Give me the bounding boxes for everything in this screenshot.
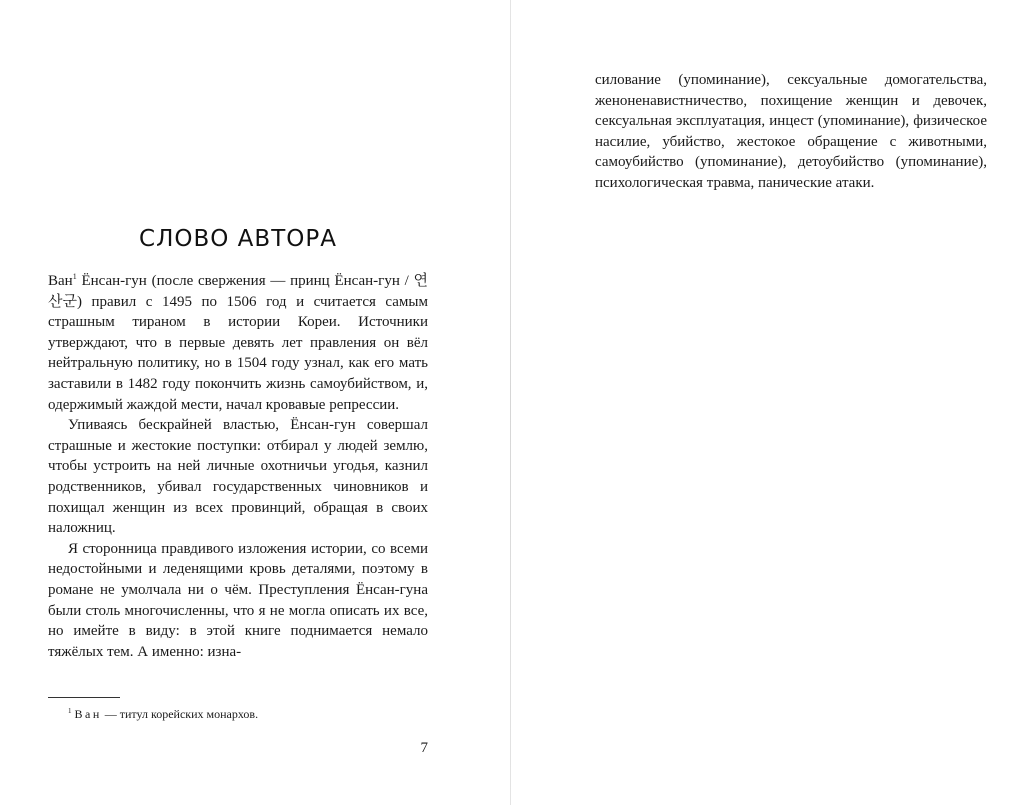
paragraph-3: Я сторонница правдивого изложения истории, со всеми недостойными и леденящими кровь деталями, поэтому в романе не умолчала ни о чём. Преступления Ёнсан-гуна были столь многочисленны, что я не могла описать их все, но имейте в виду: в этой книге поднимается немало тяжёлых тем. А именно: изна- <box>48 540 428 660</box>
paragraph-1-lead: Ван <box>48 273 73 289</box>
footnote <box>68 707 428 722</box>
right-page <box>511 0 1020 805</box>
right-paragraph: силование (упоминание), сексуальные домогательства, женоненавистничество, похищение женщин и девочек, сексуальная эксплуатация, инцест (упоминание), физическое насилие, убийство, жестокое обращение с животными, самоубийство (упоминание), детоубийство (упоминание), психологическая травма, панические атаки. <box>595 72 987 191</box>
left-page-body <box>48 271 428 662</box>
footnote-reference[interactable]: 1 <box>72 272 77 281</box>
footnote-divider <box>48 697 120 698</box>
paragraph-2: Упиваясь бескрайней властью, Ёнсан-гун совершал страшные и жестокие поступки: отбирал у людей землю, чтобы устроить на ней личные охотничьи угодья, казнил родственников, убивал государственных чиновников и похищал женщин из всех провинций, обращая в своих наложниц. <box>48 417 428 537</box>
right-page-body <box>595 70 987 194</box>
footnote-term: Ван <box>74 707 102 721</box>
paragraph-1 <box>48 271 428 415</box>
footnote-number: 1 <box>68 707 72 715</box>
footnote-text: — титул корейских монархов. <box>101 707 259 721</box>
paragraph-1-text: Ёнсан-гун (после свержения — принц Ёнсан-гун / 연산군) правил с 1495 по 1506 год и считается самым страшным тираном в истории Кореи. Источники утверждают, что в первые девять лет правления он вёл нейтральную политику, но в 1504 году узнал, как его мать заставили в 1482 году покончить жизнь самоубийством, и, одержимый жаждой мести, начал кровавые репрессии. <box>48 273 428 413</box>
chapter-title: СЛОВО АВТОРА <box>139 226 337 252</box>
page-number: 7 <box>420 740 428 756</box>
